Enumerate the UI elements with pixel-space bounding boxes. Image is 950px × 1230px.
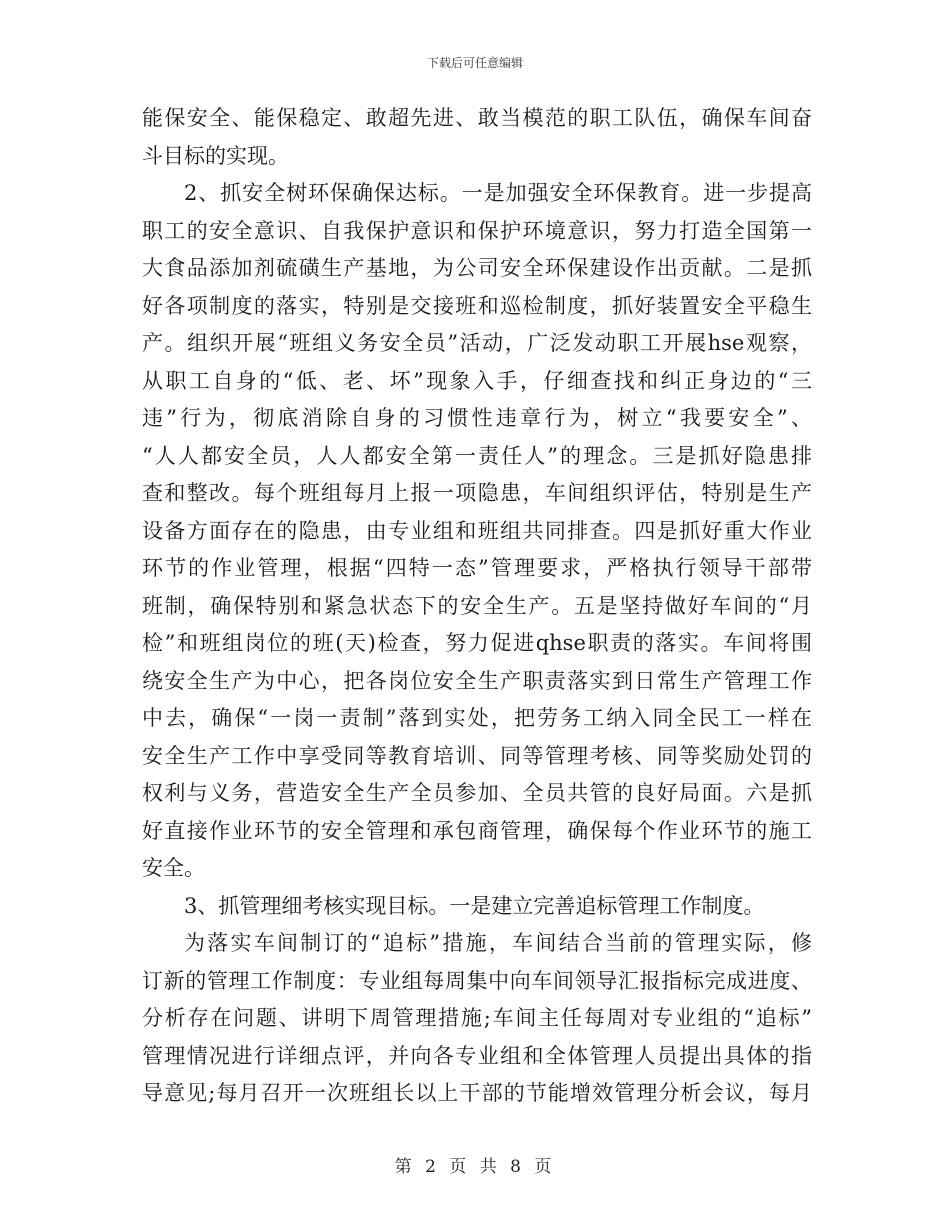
- text-line: 环节的作业管理，根据“四特一态”管理要求，严格执行领导干部带: [142, 556, 812, 580]
- page-number: 第 2 页 共 8 页: [394, 1157, 556, 1177]
- text-line: 查和整改。每个班组每月上报一项隐患，车间组织评估，特别是生产: [142, 481, 812, 505]
- text-line: 权利与义务，营造安全生产全员参加、全员共管的良好局面。六是抓: [142, 781, 812, 805]
- text-line: 设备方面存在的隐患，由专业组和班组共同排查。四是抓好重大作业: [142, 518, 812, 543]
- text-line: “人人都安全员，人人都安全第一责任人”的理念。三是抓好隐患排: [142, 443, 812, 468]
- text-line: 3、抓管理细考核实现目标。一是建立完善追标管理工作制度。: [184, 893, 765, 918]
- text-line: 斗目标的实现。: [142, 143, 289, 168]
- text-line: 好各项制度的落实，特别是交接班和巡检制度，抓好装置安全平稳生: [142, 293, 812, 318]
- text-line: 职工的安全意识、自我保护意识和保护环境意识，努力打造全国第一: [142, 218, 812, 243]
- text-line: 订新的管理工作制度：专业组每周集中向车间领导汇报指标完成进度、: [142, 968, 812, 993]
- document-body: [142, 100, 812, 1113]
- text-line: 管理情况进行详细点评，并向各专业组和全体管理人员提出具体的指: [142, 1043, 812, 1068]
- text-line: 为落实车间制订的“追标”措施，车间结合当前的管理实际，修: [184, 931, 812, 955]
- text-line: 安全生产工作中享受同等教育培训、同等管理考核、同等奖励处罚的: [142, 743, 812, 768]
- text-line: 检”和班组岗位的班(天)检查，努力促进qhse职责的落实。车间将围: [142, 631, 812, 655]
- text-line: 安全。: [142, 856, 205, 880]
- text-line: 导意见;每月召开一次班组长以上干部的节能增效管理分析会议，每月: [142, 1081, 812, 1105]
- text-line: 分析存在问题、讲明下周管理措施;车间主任每周对专业组的“追标”: [142, 1006, 812, 1030]
- text-line: 从职工自身的“低、老、坏”现象入手，仔细查找和纠正身边的“三: [142, 368, 812, 393]
- page-header: 下载后可任意编辑: [426, 56, 523, 70]
- text-line: 违”行为，彻底消除自身的习惯性违章行为，树立“我要安全”、: [142, 406, 812, 430]
- text-line: 绕安全生产为中心，把各岗位安全生产职责落实到日常生产管理工作: [142, 668, 812, 693]
- text-line: 中去，确保“一岗一责制”落到实处，把劳务工纳入同全民工一样在: [142, 706, 812, 730]
- text-line: 能保安全、能保稳定、敢超先进、敢当模范的职工队伍，确保车间奋: [142, 106, 812, 130]
- text-line: 班制，确保特别和紧急状态下的安全生产。五是坚持做好车间的“月: [142, 593, 812, 618]
- text-line: 产。组织开展“班组义务安全员”活动，广泛发动职工开展hse观察，: [142, 331, 812, 355]
- text-line: 好直接作业环节的安全管理和承包商管理，确保每个作业环节的施工: [142, 818, 812, 843]
- text-line: 大食品添加剂硫磺生产基地，为公司安全环保建设作出贡献。二是抓: [142, 256, 812, 280]
- text-line: 2、抓安全树环保确保达标。一是加强安全环保教育。进一步提高: [184, 181, 812, 205]
